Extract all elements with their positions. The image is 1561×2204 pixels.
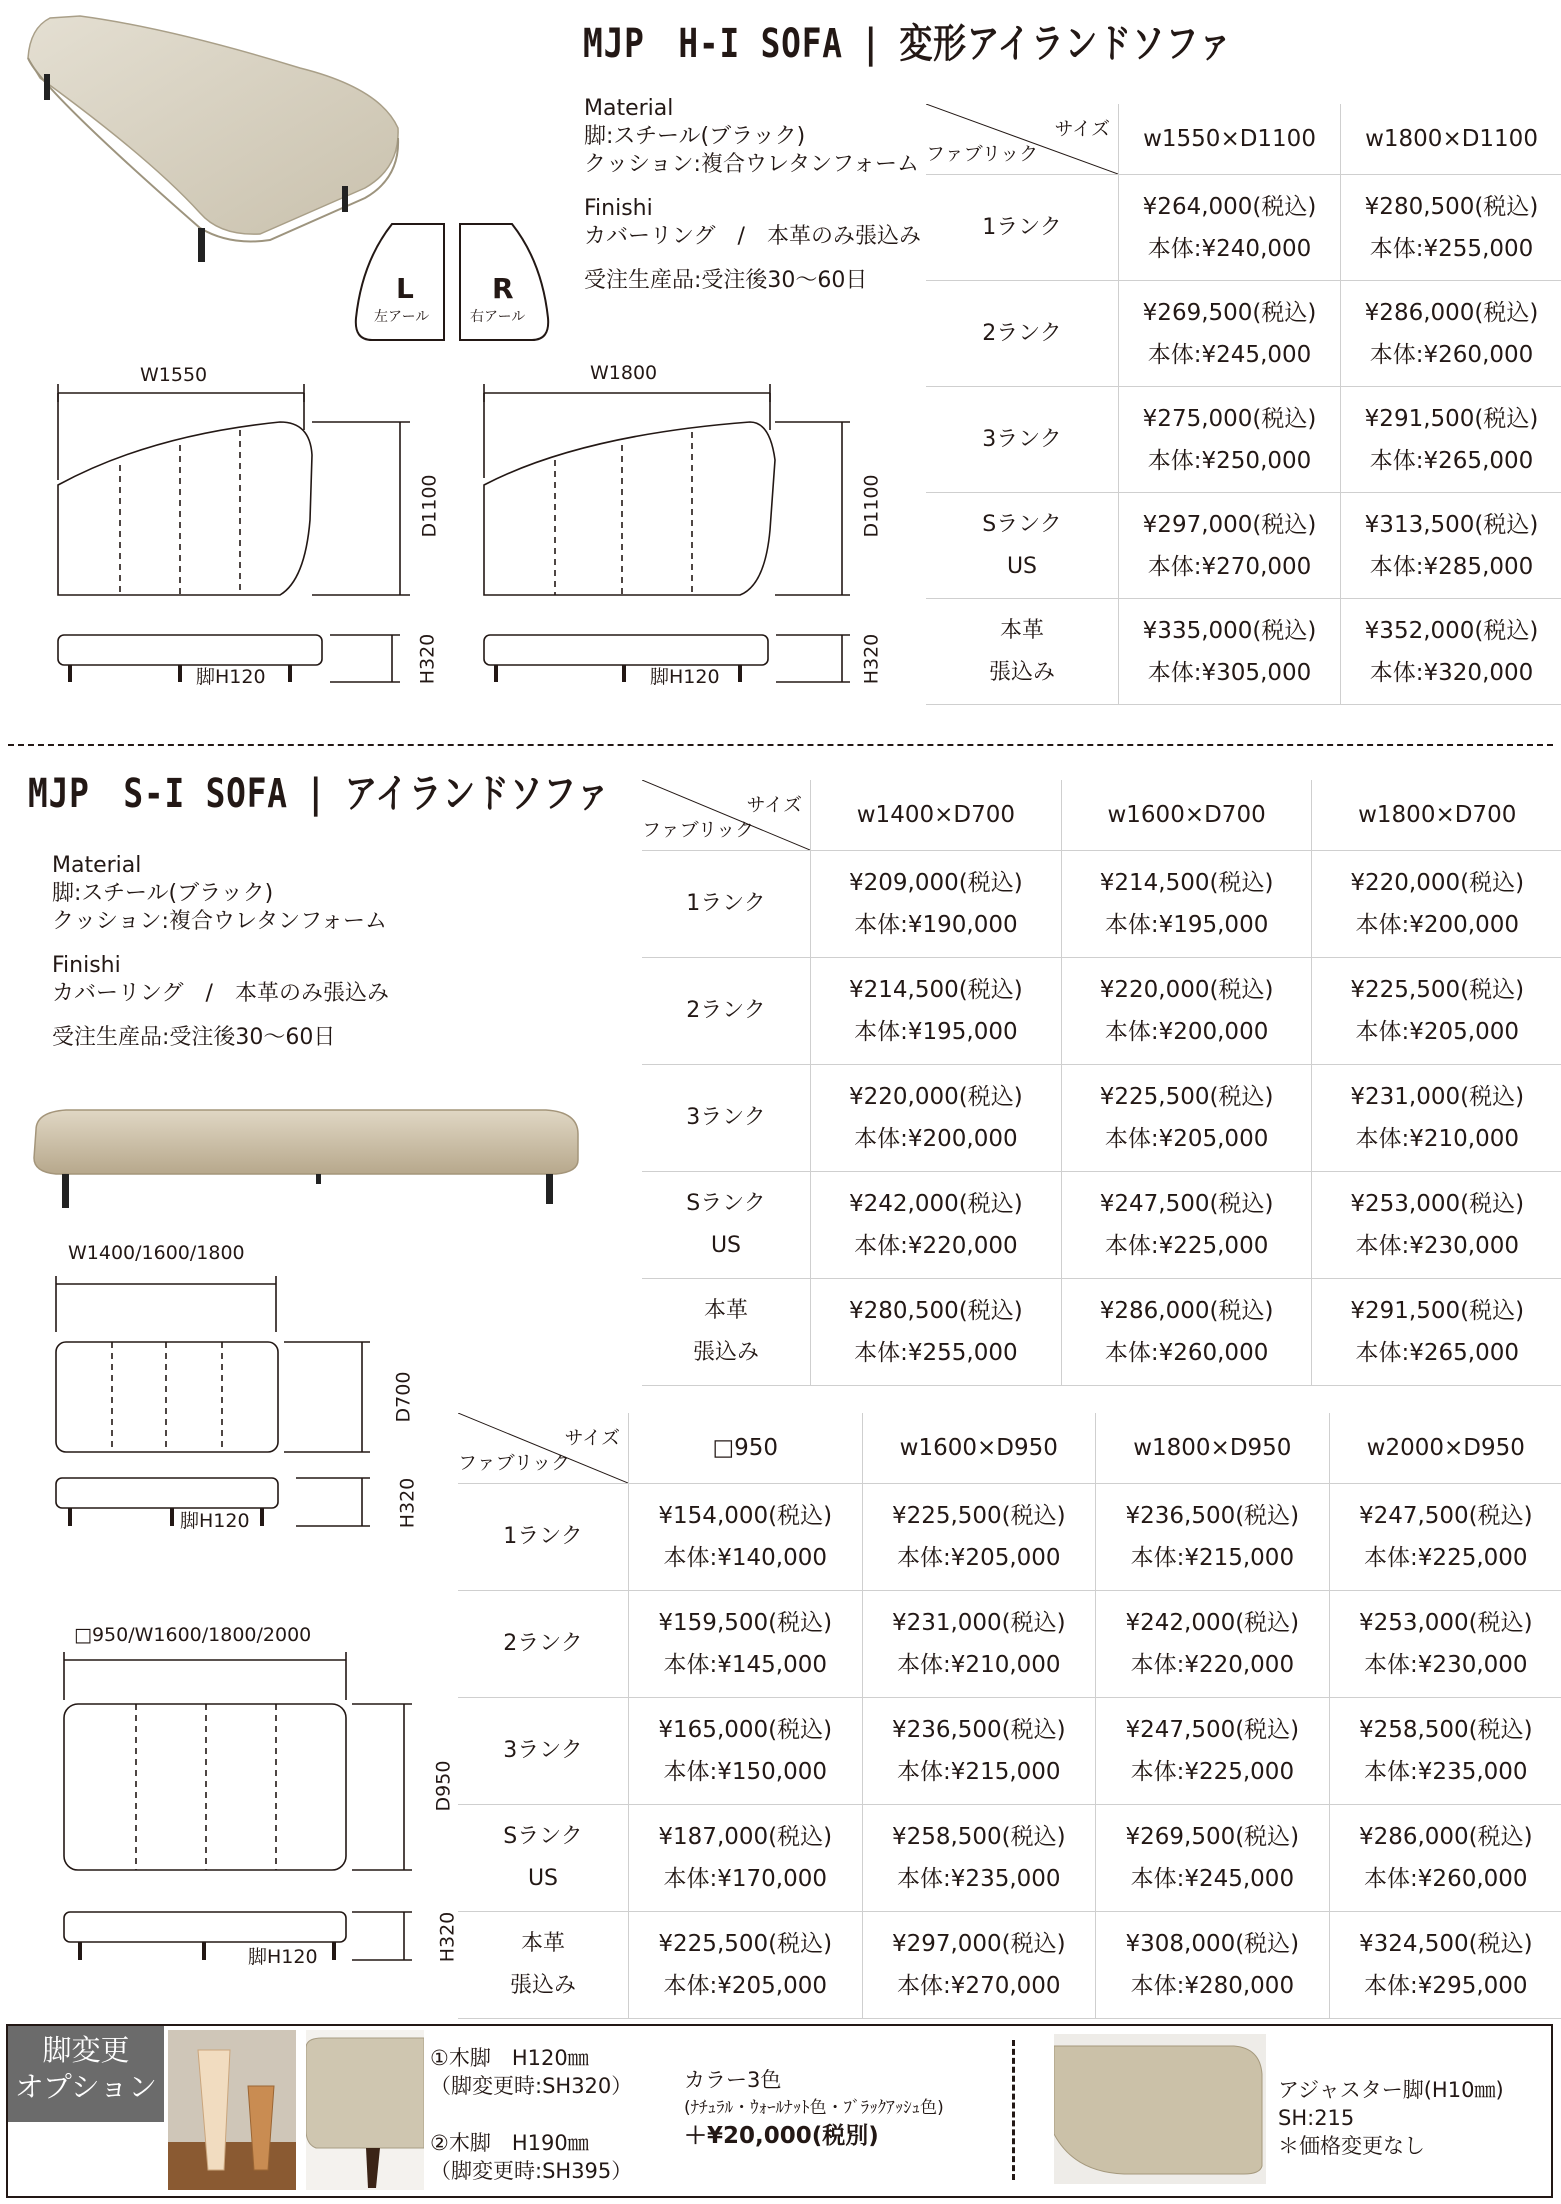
- price-base: 本体:¥205,000: [663, 1973, 828, 1999]
- price-row: [642, 958, 1561, 1065]
- section-divider: [8, 744, 1553, 746]
- price-base: 本体:¥190,000: [854, 912, 1018, 938]
- price-cell: [629, 1912, 863, 2019]
- material-heading: Material: [52, 853, 142, 878]
- price-tax-included: ¥214,500(税込): [1099, 870, 1274, 896]
- hi-title: MJP H-I SOFA | 変形アイランドソファ: [583, 21, 1233, 67]
- price-row: [926, 175, 1561, 281]
- finish-spec: カバーリング / 本革のみ張込み: [584, 224, 921, 249]
- corner-fabric-label: ファブリック: [926, 143, 1039, 165]
- si-sofa-photo: [26, 1100, 586, 1210]
- price-tax-included: ¥231,000(税込): [891, 1610, 1066, 1636]
- price-tax-included: ¥159,500(税込): [658, 1610, 833, 1636]
- hi-spec: [584, 95, 921, 295]
- price-base: 本体:¥235,000: [897, 1866, 1061, 1892]
- column-header: □950: [629, 1413, 863, 1484]
- price-base: 本体:¥200,000: [1104, 1019, 1269, 1045]
- arm-right-shape: R 右アール: [456, 222, 552, 342]
- rank-label: Sランク US: [926, 493, 1119, 599]
- price-row: [458, 1591, 1561, 1698]
- price-base: 本体:¥150,000: [663, 1759, 828, 1785]
- price-cell: [1341, 493, 1561, 599]
- rank-label: 1ランク: [458, 1484, 629, 1591]
- finish-spec: カバーリング / 本革のみ張込み: [52, 981, 389, 1006]
- price-tax-included: ¥231,000(税込): [1350, 1084, 1525, 1110]
- price-base: 本体:¥265,000: [1369, 447, 1534, 474]
- option-price: ＋¥20,000(税別): [684, 2123, 879, 2149]
- hi-diagram-1800: W1800 D1100 H320 脚H120: [470, 360, 880, 700]
- price-cell: [1061, 1065, 1312, 1172]
- price-tax-included: ¥291,500(税込): [1364, 405, 1539, 432]
- price-tax-included: ¥165,000(税込): [658, 1717, 833, 1743]
- price-cell: [811, 1172, 1062, 1279]
- price-cell: [1341, 175, 1561, 281]
- price-base: 本体:¥295,000: [1364, 1973, 1528, 1999]
- hi-diagram-1550: W1550 D1100 H320 脚H120: [40, 360, 450, 700]
- price-tax-included: ¥264,000(税込): [1142, 193, 1317, 220]
- price-tax-included: ¥280,500(税込): [1364, 193, 1539, 220]
- price-row: [458, 1484, 1561, 1591]
- price-tax-included: ¥225,500(税込): [891, 1503, 1066, 1529]
- price-tax-included: ¥225,500(税込): [1350, 977, 1525, 1003]
- price-base: 本体:¥200,000: [854, 1126, 1018, 1152]
- leg-spec: 脚:スチール(ブラック): [52, 881, 274, 906]
- price-row: [926, 387, 1561, 493]
- price-base: 本体:¥260,000: [1364, 1866, 1528, 1892]
- adjuster-leg: アジャスター脚(H10㎜) SH:215 ＊価格変更なし: [1278, 2078, 1504, 2158]
- table-corner: [458, 1413, 629, 1484]
- price-cell: [1341, 281, 1561, 387]
- column-header: w1800×D1100: [1341, 104, 1561, 175]
- column-header: w1800×D700: [1312, 780, 1561, 851]
- price-tax-included: ¥247,500(税込): [1125, 1717, 1300, 1743]
- order-spec: 受注生産品:受注後30～60日: [52, 1025, 336, 1050]
- price-tax-included: ¥280,500(税込): [849, 1298, 1023, 1324]
- price-cell: [1096, 1698, 1330, 1805]
- price-cell: [1312, 1065, 1561, 1172]
- price-row: [642, 1065, 1561, 1172]
- leg-spec: 脚:スチール(ブラック): [584, 124, 806, 149]
- price-cell: [811, 1065, 1062, 1172]
- price-cell: [1061, 1172, 1312, 1279]
- price-cell: [1119, 281, 1341, 387]
- price-base: 本体:¥320,000: [1369, 659, 1534, 686]
- price-base: 本体:¥170,000: [663, 1866, 828, 1892]
- price-row: [458, 1698, 1561, 1805]
- table-corner: [642, 780, 811, 851]
- si-diagram-950: □950/W1600/1800/2000 D950 H320 脚H120: [40, 1620, 460, 1980]
- price-cell: [862, 1912, 1096, 2019]
- price-tax-included: ¥253,000(税込): [1358, 1610, 1533, 1636]
- price-tax-included: ¥220,000(税込): [1099, 977, 1274, 1003]
- rank-label: 3ランク: [458, 1698, 629, 1805]
- leg-closeup-photo: [306, 2030, 424, 2190]
- price-base: 本体:¥280,000: [1130, 1973, 1295, 1999]
- rank-label: 本革 張込み: [642, 1279, 811, 1386]
- si-price-table-d700: [642, 780, 1561, 1386]
- si-spec: [52, 852, 389, 1052]
- price-cell: [1119, 493, 1341, 599]
- price-cell: [629, 1698, 863, 1805]
- price-tax-included: ¥225,500(税込): [1099, 1084, 1274, 1110]
- price-base: 本体:¥195,000: [854, 1019, 1018, 1045]
- price-tax-included: ¥154,000(税込): [658, 1503, 833, 1529]
- price-cell: [1119, 175, 1341, 281]
- price-row: [458, 1912, 1561, 2019]
- price-tax-included: ¥286,000(税込): [1364, 299, 1539, 326]
- corner-size-label: サイズ: [746, 794, 802, 816]
- adjuster-photo: [1054, 2034, 1266, 2184]
- price-tax-included: ¥275,000(税込): [1142, 405, 1317, 432]
- price-base: 本体:¥225,000: [1104, 1233, 1269, 1259]
- price-cell: [1119, 387, 1341, 493]
- price-cell: [629, 1805, 863, 1912]
- price-tax-included: ¥247,500(税込): [1099, 1191, 1274, 1217]
- price-cell: [1312, 1172, 1561, 1279]
- price-tax-included: ¥286,000(税込): [1099, 1298, 1274, 1324]
- wood-legs-photo: [168, 2030, 296, 2190]
- price-base: 本体:¥230,000: [1364, 1652, 1528, 1678]
- corner-size-label: サイズ: [1054, 118, 1110, 140]
- column-header: w1800×D950: [1096, 1413, 1330, 1484]
- price-tax-included: ¥352,000(税込): [1364, 617, 1539, 644]
- price-tax-included: ¥214,500(税込): [849, 977, 1023, 1003]
- price-tax-included: ¥313,500(税込): [1364, 511, 1539, 538]
- price-tax-included: ¥269,500(税込): [1142, 299, 1317, 326]
- rank-label: Sランク US: [642, 1172, 811, 1279]
- price-cell: [862, 1805, 1096, 1912]
- price-tax-included: ¥247,500(税込): [1358, 1503, 1533, 1529]
- price-cell: [811, 1279, 1062, 1386]
- price-base: 本体:¥260,000: [1104, 1340, 1269, 1366]
- price-cell: [1096, 1591, 1330, 1698]
- rank-label: 本革 張込み: [926, 599, 1119, 705]
- price-tax-included: ¥297,000(税込): [891, 1931, 1066, 1957]
- price-tax-included: ¥242,000(税込): [1125, 1610, 1300, 1636]
- price-base: 本体:¥260,000: [1369, 341, 1534, 368]
- price-tax-included: ¥220,000(税込): [1350, 870, 1525, 896]
- price-tax-included: ¥236,500(税込): [1125, 1503, 1300, 1529]
- price-base: 本体:¥285,000: [1369, 553, 1534, 580]
- price-cell: [629, 1484, 863, 1591]
- price-base: 本体:¥250,000: [1147, 447, 1312, 474]
- material-heading: Material: [584, 96, 674, 121]
- rank-label: 本革 張込み: [458, 1912, 629, 2019]
- price-cell: [862, 1698, 1096, 1805]
- rank-label: 2ランク: [642, 958, 811, 1065]
- price-base: 本体:¥245,000: [1130, 1866, 1295, 1892]
- price-base: 本体:¥265,000: [1355, 1340, 1519, 1366]
- price-base: 本体:¥205,000: [1104, 1126, 1269, 1152]
- arm-left-shape: L 左アール: [352, 222, 448, 342]
- price-tax-included: ¥242,000(税込): [849, 1191, 1023, 1217]
- price-tax-included: ¥258,500(税込): [891, 1824, 1066, 1850]
- price-base: 本体:¥215,000: [1130, 1545, 1295, 1571]
- rank-label: Sランク US: [458, 1805, 629, 1912]
- column-header: w1600×D950: [862, 1413, 1096, 1484]
- price-cell: [1061, 958, 1312, 1065]
- price-row: [926, 281, 1561, 387]
- price-tax-included: ¥225,500(税込): [658, 1931, 833, 1957]
- hi-price-table: [926, 104, 1561, 705]
- price-cell: [1312, 958, 1561, 1065]
- price-base: 本体:¥140,000: [663, 1545, 828, 1571]
- price-cell: [862, 1591, 1096, 1698]
- price-cell: [1329, 1912, 1561, 2019]
- price-cell: [811, 851, 1062, 958]
- finish-heading: Finishi: [584, 196, 653, 221]
- price-base: 本体:¥205,000: [897, 1545, 1061, 1571]
- price-base: 本体:¥305,000: [1147, 659, 1312, 686]
- rank-label: 1ランク: [642, 851, 811, 958]
- price-cell: [862, 1484, 1096, 1591]
- price-cell: [1096, 1484, 1330, 1591]
- wood-leg-1: ①木脚 H120㎜ （脚変更時:SH320）: [430, 2046, 633, 2098]
- price-cell: [1119, 599, 1341, 705]
- price-row: [926, 599, 1561, 705]
- rank-label: 3ランク: [642, 1065, 811, 1172]
- si-price-table-d950: [458, 1413, 1561, 2019]
- price-row: [642, 1172, 1561, 1279]
- table-corner: [926, 104, 1119, 175]
- price-cell: [1312, 851, 1561, 958]
- leg-option-label: 脚変更 オプション: [8, 2026, 164, 2122]
- price-tax-included: ¥308,000(税込): [1125, 1931, 1300, 1957]
- price-base: 本体:¥195,000: [1104, 912, 1269, 938]
- corner-fabric-label: ファブリック: [642, 819, 755, 841]
- column-header: w1600×D700: [1061, 780, 1312, 851]
- price-row: [642, 1279, 1561, 1386]
- price-row: [926, 493, 1561, 599]
- price-base: 本体:¥235,000: [1364, 1759, 1528, 1785]
- price-cell: [1096, 1805, 1330, 1912]
- price-tax-included: ¥291,500(税込): [1350, 1298, 1525, 1324]
- wood-leg-2: ②木脚 H190㎜ （脚変更時:SH395）: [430, 2131, 633, 2183]
- price-tax-included: ¥253,000(税込): [1350, 1191, 1525, 1217]
- price-base: 本体:¥270,000: [897, 1973, 1061, 1999]
- price-cell: [1341, 599, 1561, 705]
- price-base: 本体:¥245,000: [1147, 341, 1312, 368]
- si-diagram-700: W1400/1600/1800 D700 H320 脚H120: [40, 1236, 420, 1536]
- price-base: 本体:¥270,000: [1147, 553, 1312, 580]
- rank-label: 2ランク: [926, 281, 1119, 387]
- price-base: 本体:¥225,000: [1130, 1759, 1295, 1785]
- price-base: 本体:¥220,000: [854, 1233, 1018, 1259]
- price-tax-included: ¥297,000(税込): [1142, 511, 1317, 538]
- si-title: MJP S-I SOFA | アイランドソファ: [28, 771, 610, 817]
- price-cell: [1329, 1805, 1561, 1912]
- price-base: 本体:¥240,000: [1147, 235, 1312, 262]
- rank-label: 2ランク: [458, 1591, 629, 1698]
- price-row: [458, 1805, 1561, 1912]
- price-base: 本体:¥225,000: [1364, 1545, 1528, 1571]
- price-cell: [1329, 1484, 1561, 1591]
- color-options: カラー3色 (ﾅﾁｭﾗﾙ・ｳｫｰﾙﾅｯﾄ色・ﾌﾞﾗｯｸｱｯｼｭ色) ＋¥20,000(税別): [684, 2068, 944, 2149]
- price-cell: [629, 1591, 863, 1698]
- price-row: [642, 851, 1561, 958]
- price-tax-included: ¥324,500(税込): [1358, 1931, 1533, 1957]
- price-base: 本体:¥145,000: [663, 1652, 828, 1678]
- corner-fabric-label: ファブリック: [458, 1452, 571, 1474]
- finish-heading: Finishi: [52, 953, 121, 978]
- price-base: 本体:¥210,000: [897, 1652, 1061, 1678]
- column-header: w2000×D950: [1329, 1413, 1561, 1484]
- price-base: 本体:¥205,000: [1355, 1019, 1519, 1045]
- price-cell: [1061, 1279, 1312, 1386]
- price-cell: [1329, 1698, 1561, 1805]
- price-base: 本体:¥230,000: [1355, 1233, 1519, 1259]
- rank-label: 3ランク: [926, 387, 1119, 493]
- price-tax-included: ¥335,000(税込): [1142, 617, 1317, 644]
- price-base: 本体:¥255,000: [854, 1340, 1018, 1366]
- price-cell: [1329, 1591, 1561, 1698]
- option-divider: [1012, 2040, 1015, 2180]
- price-cell: [811, 958, 1062, 1065]
- price-tax-included: ¥236,500(税込): [891, 1717, 1066, 1743]
- corner-size-label: サイズ: [564, 1427, 620, 1449]
- price-base: 本体:¥215,000: [897, 1759, 1061, 1785]
- price-tax-included: ¥269,500(税込): [1125, 1824, 1300, 1850]
- price-tax-included: ¥209,000(税込): [849, 870, 1023, 896]
- price-base: 本体:¥220,000: [1130, 1652, 1295, 1678]
- rank-label: 1ランク: [926, 175, 1119, 281]
- cushion-spec: クッション:複合ウレタンフォーム: [52, 909, 387, 934]
- order-spec: 受注生産品:受注後30～60日: [584, 268, 868, 293]
- price-base: 本体:¥200,000: [1355, 912, 1519, 938]
- column-header: w1550×D1100: [1119, 104, 1341, 175]
- price-cell: [1061, 851, 1312, 958]
- cushion-spec: クッション:複合ウレタンフォーム: [584, 152, 919, 177]
- price-cell: [1312, 1279, 1561, 1386]
- column-header: w1400×D700: [811, 780, 1062, 851]
- price-cell: [1341, 387, 1561, 493]
- price-cell: [1096, 1912, 1330, 2019]
- price-tax-included: ¥286,000(税込): [1358, 1824, 1533, 1850]
- price-tax-included: ¥187,000(税込): [658, 1824, 833, 1850]
- price-tax-included: ¥220,000(税込): [849, 1084, 1023, 1110]
- price-base: 本体:¥210,000: [1355, 1126, 1519, 1152]
- price-base: 本体:¥255,000: [1369, 235, 1534, 262]
- price-tax-included: ¥258,500(税込): [1358, 1717, 1533, 1743]
